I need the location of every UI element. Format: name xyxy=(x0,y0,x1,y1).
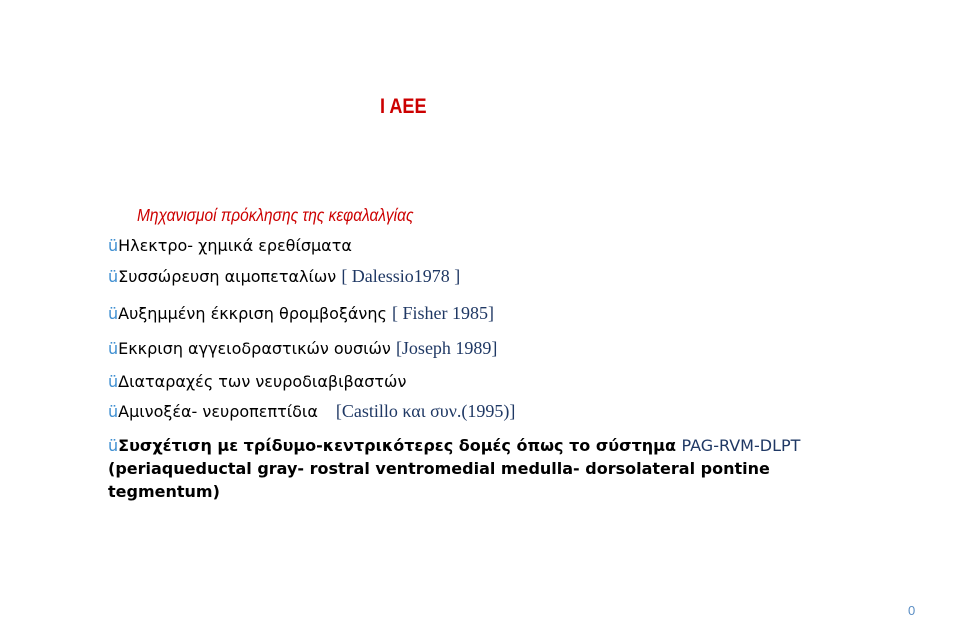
bullet-reference: PAG-RVM-DLPT xyxy=(681,436,801,455)
bullet-reference: [Joseph 1989] xyxy=(395,338,498,358)
bullet-continuation: (periaqueductal gray- rostral ventromedial medulla- dorsolateral pontine xyxy=(108,459,770,478)
bullet-item xyxy=(108,372,406,391)
bullet-text: Αυξημμένη έκκριση θρομβοξάνης xyxy=(118,304,392,323)
checkmark-bullet-icon: ü xyxy=(108,304,119,323)
bullet-text: Συσχέτιση με τρίδυμο-κεντρικότερες δομές όπως το σύστημα xyxy=(118,436,682,455)
bullet-item xyxy=(108,401,515,422)
bullet-item xyxy=(108,436,800,455)
bullet-item xyxy=(108,338,497,359)
checkmark-bullet-icon: ü xyxy=(108,236,119,255)
bullet-text: Εκκριση αγγειοδραστικών ουσιών xyxy=(118,339,396,358)
checkmark-bullet-icon: ü xyxy=(108,339,119,358)
checkmark-bullet-icon: ü xyxy=(108,267,119,286)
bullet-text: Διαταραχές των νευροδιαβιβαστών xyxy=(118,372,407,391)
bullet-item xyxy=(108,303,494,324)
page-number: 0 xyxy=(908,603,916,618)
checkmark-bullet-icon: ü xyxy=(108,402,119,421)
bullet-text: Συσσώρευση αιμοπεταλίων xyxy=(118,267,342,286)
slide-subtitle: Μηχανισμοί πρόκλησης της κεφαλαλγίας xyxy=(137,205,414,225)
bullet-item xyxy=(108,266,460,287)
bullet-reference: [ Dalessio1978 ] xyxy=(341,266,461,286)
checkmark-bullet-icon: ü xyxy=(108,372,119,391)
bullet-item xyxy=(108,236,352,255)
bullet-reference: [ Fisher 1985] xyxy=(391,303,494,323)
slide-title: Ι ΑΕΕ xyxy=(380,95,427,118)
checkmark-bullet-icon: ü xyxy=(108,436,119,455)
bullet-text: Ηλεκτρο- χημικά ερεθίσματα xyxy=(118,236,352,255)
bullet-text: Αμινοξέα- νευροπεπτίδια xyxy=(118,402,318,421)
bullet-reference: [Castillo και συν.(1995)] xyxy=(335,401,516,421)
bullet-continuation: tegmentum) xyxy=(108,482,220,501)
